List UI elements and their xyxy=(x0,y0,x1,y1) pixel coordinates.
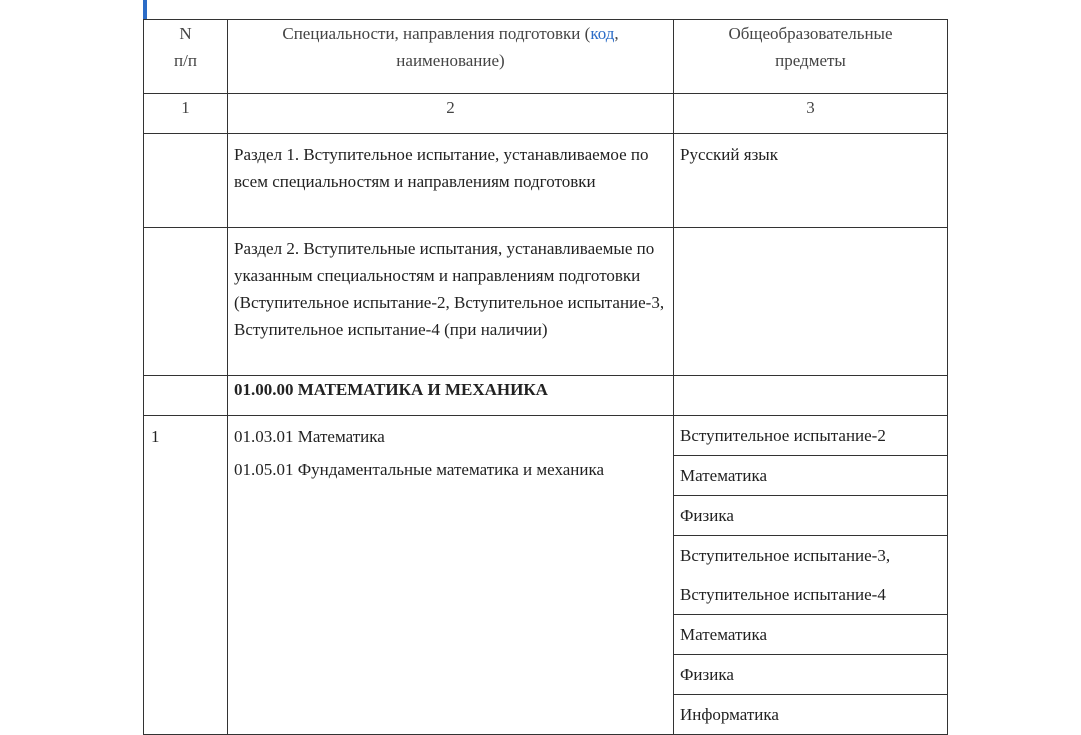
row-index: 1 xyxy=(144,416,228,735)
header-specialties-suffix: , xyxy=(614,24,619,43)
column-number-1: 1 xyxy=(144,94,228,134)
header-specialties-prefix: Специальности, направления подготовки ( xyxy=(282,24,591,43)
row-specialties xyxy=(228,416,674,735)
section1-subject-cell xyxy=(674,134,948,228)
section1-row xyxy=(144,134,948,228)
admission-table xyxy=(143,19,948,735)
header-subjects xyxy=(674,20,948,94)
subject-exam34-line2: Вступительное испытание-4 xyxy=(680,585,886,604)
section2-title-cell xyxy=(228,228,674,376)
header-number xyxy=(144,20,228,94)
section1-index-cell xyxy=(144,134,228,228)
header-subjects-line1: Общеобразовательные xyxy=(728,24,893,43)
header-number-line2: п/п xyxy=(174,51,197,70)
section1-title: Раздел 1. Вступительное испытание, устанавливаемое по всем специальностям и направлениям подготовки xyxy=(234,145,649,191)
specialty-item: 01.03.01 Математика xyxy=(234,427,385,446)
row-subjects xyxy=(674,416,948,735)
column-number-3: 3 xyxy=(674,94,948,134)
subject-option: Информатика xyxy=(680,705,779,724)
column-number-2: 2 xyxy=(228,94,674,134)
section2-index-cell xyxy=(144,228,228,376)
subject-exam34 xyxy=(674,536,947,615)
code-link[interactable]: код xyxy=(590,24,615,43)
subject-option: Физика xyxy=(674,655,947,695)
group-index-cell xyxy=(144,376,228,416)
section2-title: Раздел 2. Вступительные испытания, устанавливаемые по указанным специальностям и направлениям подготовки (Вступительное испытание-2, Вступительное испытание-3, Вступительное испытание-4 (при наличии) xyxy=(234,239,665,339)
subject-option: Математика xyxy=(674,615,947,655)
group-title: 01.00.00 МАТЕМАТИКА И МЕХАНИКА xyxy=(234,380,548,399)
section2-row xyxy=(144,228,948,376)
group-row xyxy=(144,376,948,416)
subject-exam34-line1: Вступительное испытание-3, xyxy=(680,546,891,565)
header-specialties xyxy=(228,20,674,94)
section1-title-cell xyxy=(228,134,674,228)
specialty-item: 01.05.01 Фундаментальные математика и механика xyxy=(234,460,605,479)
section1-subject: Русский язык xyxy=(680,145,778,164)
column-numbers-row xyxy=(144,94,948,134)
left-accent-bar xyxy=(143,0,147,19)
subject-exam2: Вступительное испытание-2 xyxy=(674,416,947,456)
subject-option: Физика xyxy=(674,496,947,536)
group-title-cell xyxy=(228,376,674,416)
header-number-line1: N xyxy=(179,24,192,43)
header-specialties-line2: наименование) xyxy=(396,51,505,70)
subject-option: Математика xyxy=(674,456,947,496)
section2-subject-cell xyxy=(674,228,948,376)
table-row xyxy=(144,416,948,735)
header-subjects-line2: предметы xyxy=(775,51,846,70)
group-subject-cell xyxy=(674,376,948,416)
table-header-row xyxy=(144,20,948,94)
